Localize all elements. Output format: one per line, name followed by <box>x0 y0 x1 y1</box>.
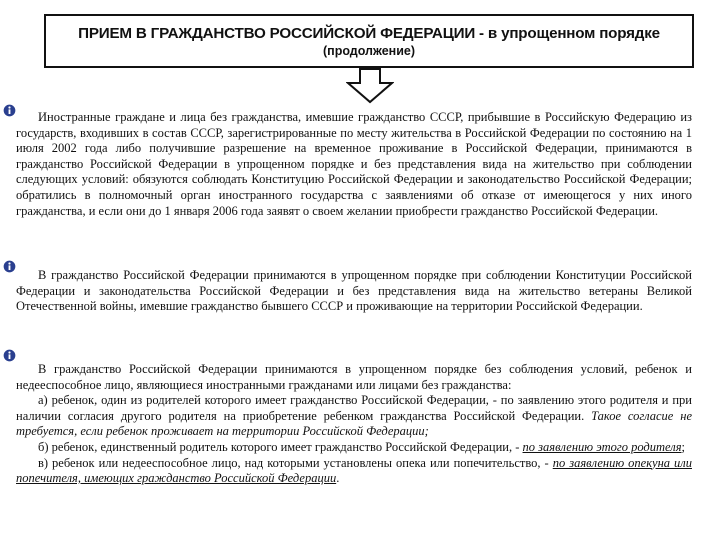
item-c-text: в) ребенок или недееспособное лицо, над которыми установлены опека или попечительство, - <box>38 455 549 470</box>
item-a-text: а) ребенок, один из родителей которого имеет гражданство Российской Федерации, - по заявлению этого родителя и при наличии согласия другого родителя на приобретение ребенком гражданства Российской Федерации. <box>16 393 692 423</box>
paragraph-3 <box>16 362 692 487</box>
info-icon <box>3 260 16 273</box>
list-item-a <box>16 393 692 440</box>
paragraph-3-intro-line <box>16 362 692 393</box>
paragraph-3-intro: В гражданство Российской Федерации принимаются в упрощенном порядке без соблюдения условий, ребенок и недееспособное лицо, являющиеся иностранными гражданами или лицами без гражданства: <box>16 362 692 392</box>
page-title: ПРИЕМ В ГРАЖДАНСТВО РОССИЙСКОЙ ФЕДЕРАЦИИ - в упрощенном порядке <box>78 25 660 42</box>
item-b-underlined: по заявлению этого родителя <box>522 439 682 454</box>
list-item-c <box>16 456 692 487</box>
item-c-end: . <box>336 471 340 486</box>
item-b-text: б) ребенок, единственный родитель которого имеет гражданство Российской Федерации, - <box>38 439 520 454</box>
item-c-underlined: по заявлению опекуна или попечителя, имеющих гражданство Российской Федерации <box>16 455 692 486</box>
info-icon <box>3 349 16 362</box>
down-arrow-icon <box>346 68 394 104</box>
title-box <box>44 14 694 68</box>
paragraph-1-text: Иностранные граждане и лица без гражданства, имевшие гражданство СССР, прибывшие в Российскую Федерацию из государств, входивших в состав СССР, зарегистрированные по месту жительства в Российской Федерации по состоянию на 1 июля 2002 года либо получившие разрешение на временное проживание в Российской Федерации, принимаются в гражданство Российской Федерации в упрощенном порядке и без представления вида на жительство при соблюдении следующих условий: обязуются соблюдать Конституцию Российской Федерации и законодательство Российской Федерации; обратились в полномочный орган иностранного государства с заявлениями об отказе от имеющегося у них иного гражданства, и если они до 1 января 2006 года заявят о своем желании приобрести гражданство Российской Федерации. <box>16 110 692 218</box>
item-b-end: ; <box>681 439 686 454</box>
list-item-b <box>16 440 692 456</box>
info-icon <box>3 104 16 117</box>
item-a-note: Такое согласие не требуется, если ребенок проживает на территории Российской Федерации; <box>16 408 692 439</box>
paragraph-2-text: В гражданство Российской Федерации принимаются в упрощенном порядке при соблюдении Конституции Российской Федерации и законодательства Российской Федерации и без представления вида на жительство ветераны Великой Отечественной войны, имевшие гражданство бывшего СССР и проживающие на территории Российской Федерации. <box>16 268 692 314</box>
page-subtitle: (продолжение) <box>322 44 416 58</box>
paragraph-2 <box>16 268 692 315</box>
paragraph-1 <box>16 110 692 219</box>
